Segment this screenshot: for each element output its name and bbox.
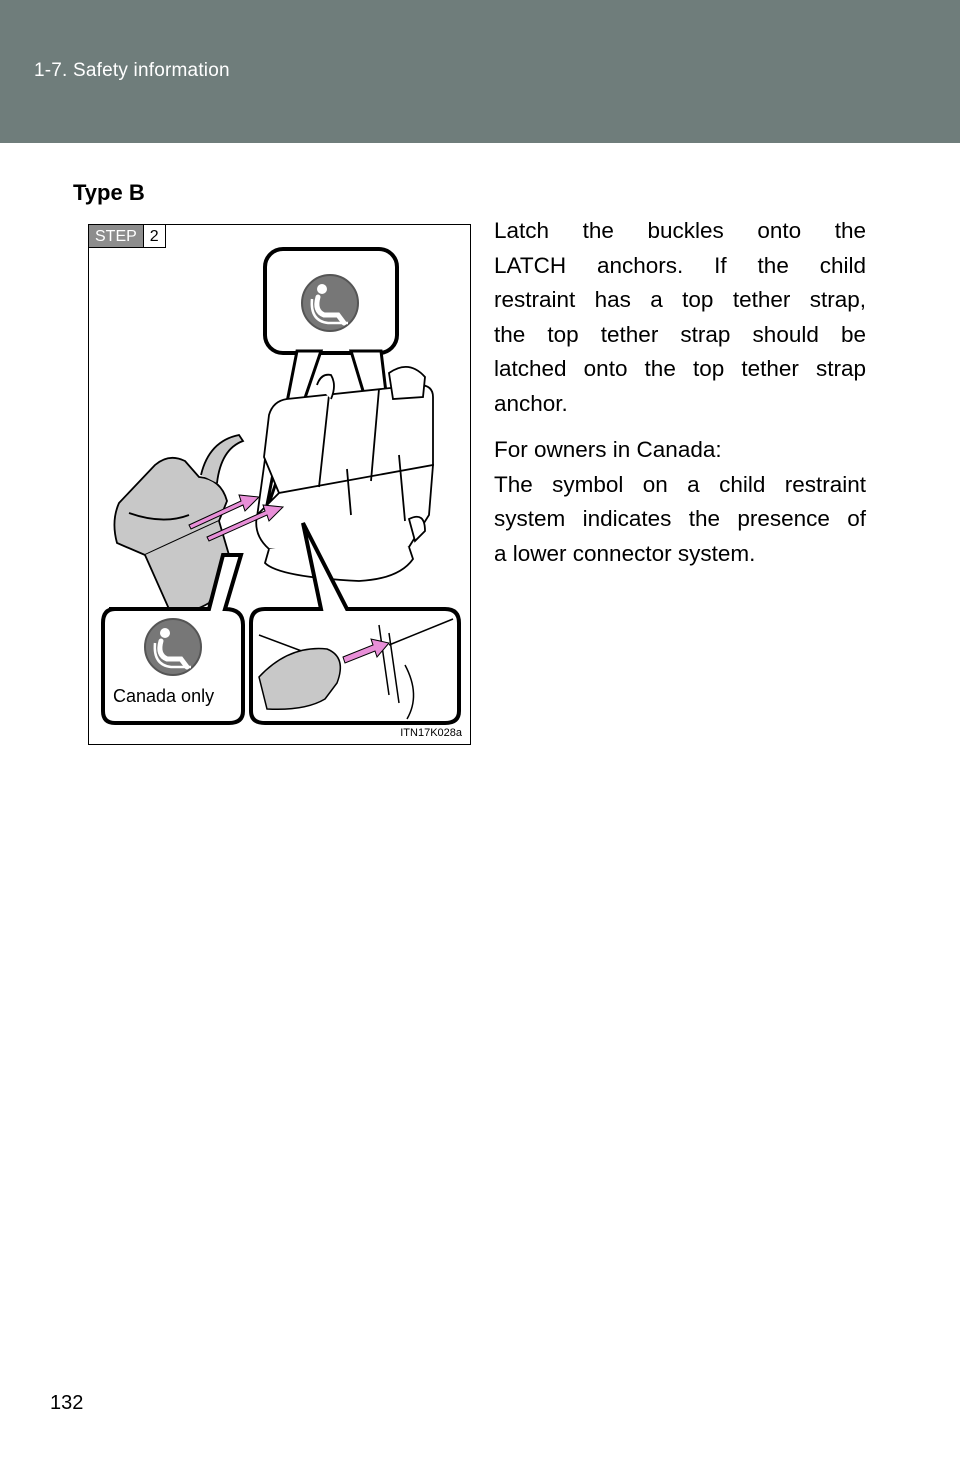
text-line: a lower connector system. [494, 540, 756, 566]
text-line: Latch the buckles onto the [494, 218, 866, 243]
text-line: restraint has a top tether strap, [494, 287, 866, 312]
type-heading: Type B [73, 180, 145, 205]
paragraph-latch-instructions [494, 214, 866, 421]
page-header [0, 0, 960, 143]
text-line: The symbol on a child restraint [494, 471, 866, 497]
text-line: anchor. [494, 390, 568, 416]
canada-caption: Canada only [113, 686, 215, 706]
latch-symbol-icon [302, 275, 358, 331]
page-number: 132 [50, 1392, 84, 1414]
text-line: the top tether strap should be [494, 321, 866, 347]
text-line: latched onto the top tether strap [494, 356, 866, 381]
text-line: LATCH anchors. If the child [494, 252, 866, 278]
body-text [494, 214, 866, 571]
child-seat-illustration [89, 225, 472, 746]
paragraph-canada-owners: For owners in Canada: [494, 437, 722, 462]
section-title: 1-7. Safety information [34, 60, 230, 81]
rear-seat-drawing [256, 367, 433, 581]
step-badge [89, 225, 166, 248]
paragraph-symbol-note [494, 468, 866, 572]
figure-id: ITN17K028a [400, 727, 462, 739]
step-number: 2 [143, 225, 165, 247]
child-seat-figure [88, 224, 471, 745]
text-line: system indicates the presence of [494, 506, 866, 531]
step-label: STEP [89, 225, 143, 247]
canada-latch-symbol-icon [145, 619, 201, 675]
